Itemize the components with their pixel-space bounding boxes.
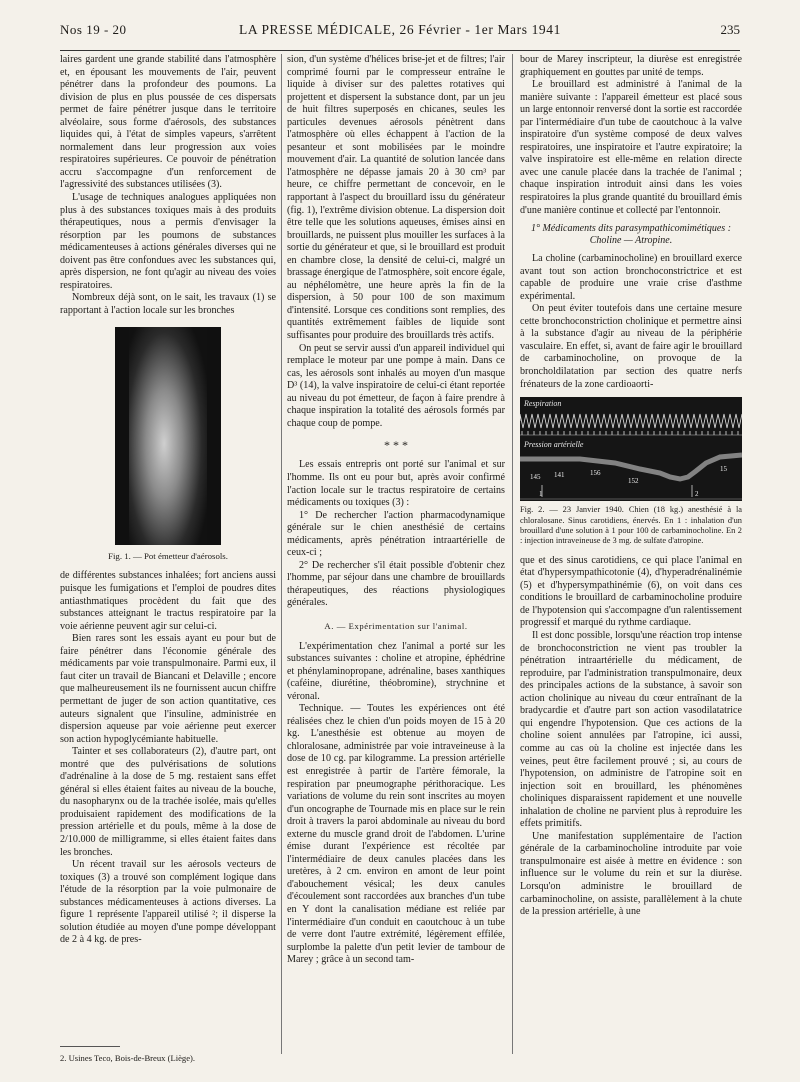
- column-3: [520, 54, 742, 919]
- paragraph: Bien rares sont les essais ayant eu pour but de faire pénétrer dans l'économie générale des médicaments par voie transpulmonaire. Parmi eux, il faut citer un travail de Biancani et Delaville ; encore que malheureusement ils ne fournissent aucun chiffre permettant de juger de son action quantitative, ces auteurs signalent que l'insuline, administrée en dispersion aqueuse par voie aérienne peut exercer son action hypoglycémiante habituelle.: [60, 633, 276, 745]
- paragraph: On peut éviter toutefois dans une certaine mesure cette bronchoconstriction cholinique et permettre ainsi à la substance d'agir au niveau de la périphérie vasculaire. En effet, si, avant de faire agir le brouillard de carbaminocholine, on provoque de la broncholdilatation par section des quatre nerfs frénateurs de la zone cardioaorti-: [520, 303, 742, 390]
- paragraph: L'usage de techniques analogues appliquées non plus à des substances toxiques mais à des produits thérapeutiques, nous a permis d'envisager la résorption par les poumons de substances médicamenteuses à actions générales diverses qui ne doivent pas être confondues avec les substances qui, après dispersion, ne font qu'agir au niveau des voies respiratoires.: [60, 192, 276, 291]
- paragraph: laires gardent une grande stabilité dans l'atmosphère et, en épousant les mouvements de l'air, peuvent pénétrer dans la profondeur des poumons. La division de plus en plus poussée de ces dispersats permet de faire pénétrer jusque dans le territoire alvéolaire, sous forme d'aérosols, des substances liquides qui, à l'état de simples vapeurs, s'arrêtent normalement dans leur progression aux voies respiratoires supérieures. Ce pouvoir de pénétration accru s'accompagne d'un renforcement de l'agressivité des substances utilisées (3).: [60, 54, 276, 191]
- paragraph: L'expérimentation chez l'animal a porté sur les substances suivantes : choline et atropine, éphédrine et phénylaminopropane, adrénaline, bases xanthiques (caféine, diurétine, théobromine), strychnine et véronal.: [287, 640, 505, 702]
- marker-label: 2: [695, 490, 699, 499]
- subsection-title: 1° Médicaments dits parasympathicomimétiques :: [530, 223, 732, 235]
- paragraph: 2° De rechercher s'il était possible d'obtenir chez l'homme, par séjour dans une chambre de brouillards thérapeutiques, des réactions physiologiques générales.: [287, 559, 505, 609]
- paragraph: de différentes substances inhalées; fort anciens aussi puisque les fumigations et l'emploi de poudres dites antiasthmatiques procèdent du fait que des substances atteignant le tractus respiratoire par la voie aérienne peuvent agir sur celui-ci.: [60, 570, 276, 632]
- section-heading: A. — Expérimentation sur l'animal.: [324, 620, 468, 631]
- figure-1-photo: [115, 327, 221, 545]
- column-divider: [281, 54, 282, 1054]
- subsection-heading: [520, 223, 742, 247]
- paragraph: bour de Marey inscripteur, la diurèse est enregistrée graphiquement en gouttes par unité de temps.: [520, 54, 742, 78]
- section-separator: * * *: [384, 438, 408, 453]
- paragraph: On peut se servir aussi d'un appareil individuel qui remplace le moteur par une pompe à main. Dans ce cas, les aérosols sont inhalés au moyen d'un masque D³ (14), la valve inspiratoire de celui-ci étant reportée au niveau du pot émetteur, de façon à faire prendre à chaque inspiration la totalité des aérosols formés par chaque coup de pompe.: [287, 342, 505, 429]
- paragraph: Un récent travail sur les aérosols vecteurs de toxiques (3) a trouvé son complément logique dans l'étude de la résorption par la voie pulmonaire de substances médicamenteuses à actions diverses. La figure 1 représente l'appareil utilisé ²; il disperse la solution étudiée au moyen d'une pompe développant de 2 à 4 kg. de pres-: [60, 859, 276, 946]
- value-label: 141: [554, 471, 565, 480]
- value-label: 15: [720, 465, 727, 474]
- paragraph: La choline (carbaminocholine) en brouillard exerce avant tout son action bronchoconstrictrice et est capable de produire une vraie crise d'asthme expérimental.: [520, 253, 742, 302]
- marker-label: 1: [539, 490, 543, 499]
- page-header: [60, 22, 740, 46]
- value-label: 156: [590, 469, 601, 478]
- paragraph: que et des sinus carotidiens, ce qui place l'animal en état d'hypersympathicotonie (4), d'hyperadrénalinémie (5) et d'hypersympathinémie (6), on voit dans ces conditions le brouillard de carbaminocholine produire de l'hypotension qui s'accompagne d'un ralentissement progressif et marqué du rythme cardiaque.: [520, 554, 742, 629]
- header-rule: [60, 50, 740, 51]
- figure-1-caption: Fig. 1. — Pot émetteur d'aérosols.: [108, 551, 228, 562]
- column-2: [287, 54, 505, 967]
- paragraph: sion, d'un système d'hélices brise-jet et de filtres; l'air comprimé fourni par le compresseur entraîne le liquide à diviser sur des palettes rotatives qui projettent et dispersent la substance dont, par un jeu de huit filtres superposés en chicanes, seules les particules devenues aérosols pénètrent dans l'atmosphère où elles échappent à l'action de la pesanteur et sont mobilisées par le moindre mouvement d'air. La quantité de solution lancée dans l'atmosphère ne dépasse jamais 20 à 30 cm³ par heure, ce chiffre permettant de concevoir, en le rapportant à l'aspect du brouillard issu du générateur (fig. 1), l'extrême division obtenue. La dispersion doit être telle que les solutions aqueuses, émises ainsi en brouillards, ne puissent plus mouiller les surfaces à la sortie du générateur et que, si le brouillard est produit en chambre close, la densité de celui-ci, malgré un brassage énergique de l'atmosphère, soit encore égale, au néphélomètre, une heure après la fin de la dispersion, à 50 pour 100 de son maximum d'intensité. Lorsque ces conditions sont remplies, des quantités extrêmement faibles de liquide sont suffisantes pour produire des brouillards très actifs.: [287, 54, 505, 342]
- paragraph: Technique. — Toutes les expériences ont été réalisées chez le chien d'un poids moyen de 15 à 20 kg. L'anesthésie est obtenue au moyen de chloralosane, administrée par voie intraveineuse à la dose de 10 cg. par kilogramme. La pression artérielle est enregistrée à partir de l'artère fémorale, la respiration par pneumographe périthoracique. Les variations de volume du rein sont inscrites au moyen d'un oncographe de Tournade mis en place sur le rein droit à travers la paroi abdominale au niveau du bord externe du muscle grand droit de l'abdomen. L'urine émise durant l'expérience est récoltée par l'intermédiaire de deux canules placées dans les uretères, à 2 cm. environ en amont de leur point d'abouchement vésical; les deux canules d'écoulement sont raccordées aux branches d'un tube en Y dont la canalisation médiane est reliée par l'intermédiaire d'un conduit en caoutchouc à un tube de verre dont l'autre extrémité, légèrement effilée, surplombe la palette d'un petit levier de tambour de Marey ; grâce à un second tam-: [287, 703, 505, 966]
- issue-number: Nos 19 - 20: [60, 22, 127, 37]
- subsection-subtitle: Choline — Atropine.: [589, 235, 673, 247]
- value-label: 145: [530, 473, 541, 482]
- figure-2-tracing: [520, 397, 742, 501]
- paragraph: Tainter et ses collaborateurs (2), d'autre part, ont montré que des pulvérisations de solutions d'adrénaline à la dose de 5 mg. restaient sans effet général si elles étaient faites au niveau de la bouche, du nasopharynx ou de la trachée isolée, mais qu'elles produisaient rapidement des modifications de la pression artérielle et du pouls, même à la dose de 2/10.000 de milligramme, si elles étaient faites dans les bronches.: [60, 746, 276, 858]
- respiration-label: Respiration: [524, 399, 562, 409]
- figure-2-caption: Fig. 2. — 23 Janvier 1940. Chien (18 kg.) anesthésié à la chloralosane. Sinus carotidiens, énervés. En 1 : inhalation d'un brouillard d'une solution à 1 pour 100 de carbaminocholine. En 2 : injection intraveineuse de 3 mg. de sulfate d'atropine.: [520, 505, 742, 546]
- paragraph: Le brouillard est administré à l'animal de la manière suivante : l'appareil émetteur est placé sous un large entonnoir renversé dont la sortie est raccordée par l'intermédiaire d'un tube de caoutchouc à la valve inspiratoire d'un système composé de deux valves respiratoires, une inspiratoire et l'autre expiratoire; la valve inspiratoire est elle-même en relation directe avec une canule placée dans la trachée de l'animal ; chaque inspiration introduit ainsi dans les voies respiratoires la plus grande quantité du brouillard émis d'une manière continue et collecté par l'entonnoir.: [520, 79, 742, 216]
- paragraph: Il est donc possible, lorsqu'une réaction trop intense de bronchoconstriction ne vient pas troubler la pénétration intraartérielle du médicament, de reproduire, par l'administration transpulmonaire, deux des principales actions de la substance, à savoir son action cholinique au niveau du cœur entraînant de la bradycardie et d'autre part son action vasodilatatrice qui engendre l'hypotension. Que ces actions de la choline soient annulées par l'atropine, ici aussi, comme au cas où la choline est injectée dans les veines, peut être facilement prouvé ; si, au cours de l'hypotension, on administre de l'atropine soit en injection soit en brouillard, les phénomènes choliniques disparaissent rapidement et une nouvelle inhalation de choline ne parvient plus à reproduire les effets primitifs.: [520, 630, 742, 830]
- page-number: 235: [720, 22, 740, 37]
- footnote-rule: [60, 1046, 120, 1047]
- column-1: [60, 54, 276, 947]
- journal-title: LA PRESSE MÉDICALE, 26 Février - 1er Mars 1941: [239, 22, 561, 37]
- paragraph: 1° De rechercher l'action pharmacodynamique générale sur le chien anesthésié de certains médicaments, après pénétration intraartérielle de ceux-ci ;: [287, 509, 505, 559]
- value-label: 152: [628, 477, 639, 486]
- pressure-label: Pression artérielle: [524, 440, 584, 450]
- column-divider: [512, 54, 513, 1054]
- footnote: 2. Usines Teco, Bois-de-Breux (Liège).: [60, 1053, 196, 1063]
- paragraph: Une manifestation supplémentaire de l'action générale de la carbaminocholine introduite par voie transpulmonaire est aisée à mettre en évidence : son influence sur le volume du rein et sur la diurèse. Lorsqu'on administre le brouillard de carbaminocholine, on assiste, parallèlement à la chute de la pression artérielle, à une: [520, 830, 742, 918]
- paragraph: Nombreux déjà sont, on le sait, les travaux (1) se rapportant à l'action locale sur les bronches: [60, 292, 276, 316]
- paragraph: Les essais entrepris ont porté sur l'animal et sur l'homme. Ils ont eu pour but, après avoir confirmé l'action locale sur le tractus respiratoire de certains médicaments ou toxiques (3) :: [287, 459, 505, 509]
